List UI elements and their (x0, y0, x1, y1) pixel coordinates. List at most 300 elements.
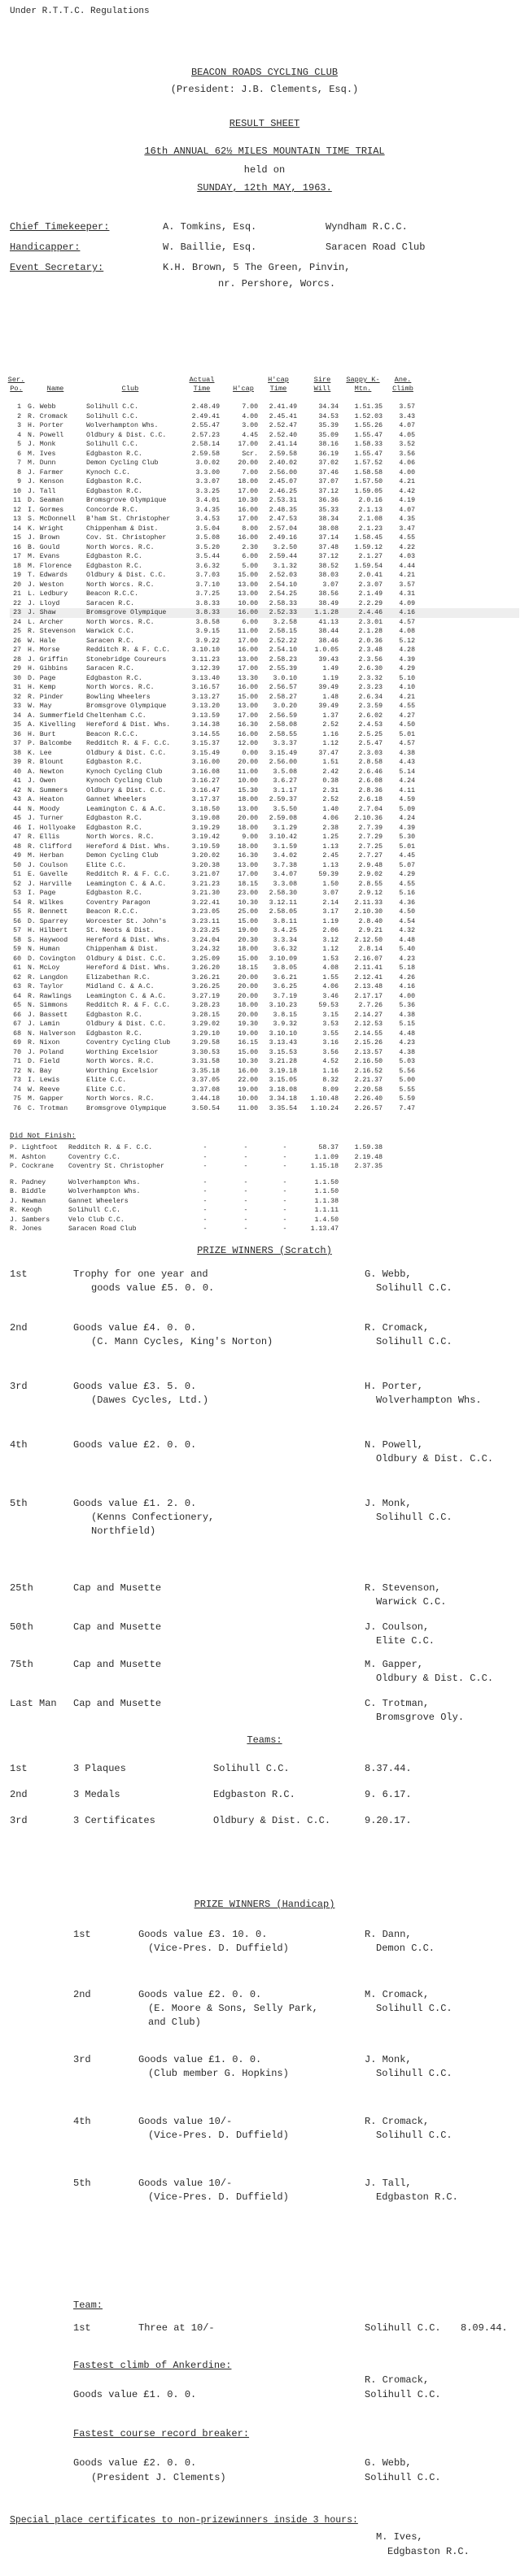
sire-will-time: 38.46 (318, 637, 339, 645)
actual-time: 3.8.33 (195, 599, 220, 607)
rider-name: J. Turner (28, 815, 64, 822)
ane-climb-time: 4.59 (399, 796, 415, 803)
actual-time: 3.16.47 (191, 786, 220, 794)
sappy-k-mtn-time: 2.10.36 (354, 815, 383, 822)
rider-club: Saracen R.C. (86, 665, 134, 672)
rider-name: R. Blount (28, 759, 64, 766)
handicap: 16.00 (238, 609, 258, 616)
actual-time: 3.21.23 (191, 880, 220, 888)
dnf-row (10, 1197, 519, 1207)
scratch-winner-name: N. Powell, (365, 1439, 424, 1451)
handicap-time: 2.54.10 (269, 646, 297, 654)
scratch-winner-club: Wolverhampton Whs. (376, 1395, 482, 1406)
sire-will-time: 39.49 (318, 703, 339, 710)
actual-time: 3.19.42 (191, 833, 220, 841)
special-winner-name: M. Ives, (376, 2531, 423, 2543)
actual-time: 2.59.58 (191, 450, 220, 458)
handicap-prize-description: Goods value £2. 0. 0. (138, 1989, 262, 2000)
handicap-time: 2.41.14 (269, 441, 297, 448)
sappy-k-mtn-time: 1.51.35 (354, 403, 383, 411)
actual-time: 3.8.33 (195, 609, 220, 616)
rider-name: I. Page (28, 890, 56, 897)
dnf-hcap: - (243, 1153, 248, 1161)
ane-climb-time: 4.54 (399, 917, 415, 925)
handicap: 13.00 (238, 655, 258, 664)
result-row (10, 973, 519, 983)
ane-climb-time: 4.00 (399, 468, 415, 476)
scratch-prize-place: 4th (10, 1439, 28, 1451)
ane-climb-time: 3.57 (399, 403, 415, 411)
handicap: 10.00 (238, 1095, 258, 1103)
handicap-time: 2.52.40 (269, 431, 297, 439)
result-position: 60 (13, 955, 21, 963)
result-row (10, 702, 519, 711)
result-row (10, 590, 519, 599)
sappy-k-mtn-time: 2.17.17 (354, 992, 383, 1000)
rider-name: K. Wright (28, 524, 64, 533)
scratch-winner-club: Warwick C.C. (376, 1596, 447, 1608)
actual-time: 3.11.23 (191, 655, 220, 664)
result-position: 76 (13, 1104, 21, 1112)
result-row (10, 646, 519, 655)
result-position: 69 (13, 1039, 21, 1046)
handicap: 20.00 (238, 992, 258, 1000)
ane-climb-time: 4.55 (399, 880, 415, 888)
ane-climb-time: 5.01 (399, 842, 415, 851)
rider-club: St. Neots & Dist. (86, 927, 155, 934)
sire-will-time: 2.06 (322, 927, 339, 934)
ane-climb-time: 4.05 (399, 431, 415, 439)
scratch-prize-description: (Dawes Cycles, Ltd.) (91, 1395, 209, 1406)
dnf-hcap-time: - (282, 1144, 287, 1151)
actual-time: 3.16.00 (191, 759, 220, 766)
rider-name: J. Shaw (28, 609, 56, 616)
rider-club: Worthing Excelsior (86, 1048, 159, 1056)
actual-time: 3.16.08 (191, 768, 220, 776)
rider-name: I. Hollyoake (28, 824, 76, 832)
handicap-time: 2.52.22 (269, 637, 297, 645)
result-row (10, 1001, 519, 1011)
rider-club: Solihull C.C. (86, 403, 138, 411)
actual-time: 3.29.02 (191, 1020, 220, 1028)
handicap-time: 3.8.11 (273, 917, 297, 925)
result-row (10, 608, 519, 618)
sappy-k-mtn-time: 2.7.25 (358, 842, 383, 851)
rider-club: Saracen R.C. (86, 637, 134, 645)
rider-club: Hereford & Dist. Whs. (86, 964, 171, 972)
scratch-prize-place: 5th (10, 1498, 28, 1509)
rider-name: A. Heaton (28, 796, 64, 803)
handicap-time: 2.53.31 (269, 497, 297, 504)
sire-will-time: 1.49 (322, 665, 339, 672)
result-position: 2 (17, 412, 21, 420)
dnf-hcap-time: - (282, 1178, 287, 1186)
sappy-k-mtn-time: 2.26.40 (354, 1095, 383, 1103)
handicap-time: 3.8.15 (273, 1011, 297, 1019)
handicap-time: 3.4.02 (273, 852, 297, 859)
sappy-k-mtn-time: 2.6.02 (358, 711, 383, 720)
result-position: 24 (13, 618, 21, 626)
rider-name: L. Ledbury (28, 590, 68, 598)
official-value: A. Tomkins, Esq. (163, 221, 257, 233)
actual-time: 3.21.30 (191, 890, 220, 897)
sire-will-time: 37.47 (318, 749, 339, 757)
rider-club: Coventry Paragon (86, 899, 151, 907)
handicap: 16.00 (238, 1067, 258, 1075)
rider-club: Edgbaston R.C. (86, 553, 142, 560)
actual-time: 3.15.37 (191, 740, 220, 747)
handicap-time: 3.18.08 (269, 1086, 297, 1094)
dnf-name: J. Newman (10, 1197, 46, 1205)
dnf-hcap: - (243, 1178, 248, 1186)
result-position: 33 (13, 703, 21, 710)
sappy-k-mtn-time: 2.1.49 (358, 590, 383, 598)
result-row (10, 440, 519, 450)
sire-will-time: 4.08 (322, 964, 339, 972)
sire-will-time: 1.55 (322, 973, 339, 981)
sire-will-time: 1.19 (322, 917, 339, 925)
handicap-time: 3.5.50 (273, 805, 297, 813)
actual-time: 3.26.25 (191, 983, 220, 990)
sappy-k-mtn-time: 2.9.02 (358, 871, 383, 878)
result-sheet-heading: RESULT SHEET (229, 118, 300, 129)
sappy-k-mtn-time: 2.13.57 (354, 1048, 383, 1056)
rider-club: Edgbaston R.C. (86, 478, 142, 485)
result-position: 43 (13, 796, 21, 803)
rider-club: Hereford & Dist. Whs. (86, 842, 171, 851)
result-position: 37 (13, 740, 21, 747)
actual-time: 3.12.39 (191, 665, 220, 672)
dnf-actual: - (203, 1144, 208, 1151)
ane-climb-time: 4.10 (399, 684, 415, 691)
club-name: BEACON ROADS CYCLING CLUB (190, 67, 339, 78)
rider-name: R. Bennett (28, 908, 68, 916)
result-row (10, 1029, 519, 1039)
sappy-k-mtn-time: 1.55.26 (354, 422, 383, 429)
team-time: 8.37.44. (365, 1763, 412, 1774)
handicap-time: 3.9.32 (273, 1020, 297, 1028)
official-club: Wyndham R.C.C. (326, 221, 408, 233)
dnf-row (10, 1206, 519, 1216)
handicap-time: 3.6.27 (273, 777, 297, 785)
ane-climb-time: 4.19 (399, 497, 415, 504)
rider-club: Beacon R.C.C. (86, 908, 138, 916)
scratch-prize-place: 75th (10, 1659, 33, 1670)
scratch-prize-place: 25th (10, 1582, 33, 1594)
hcp-team-heading: Team: (73, 2300, 103, 2311)
result-position: 64 (13, 992, 21, 1000)
ane-climb-time: 4.39 (399, 824, 415, 832)
result-row (10, 936, 519, 946)
handicap: 13.30 (238, 674, 258, 682)
result-position: 30 (13, 674, 21, 682)
rider-name: J. Coulson (28, 861, 68, 869)
rider-club: Redditch R. & F. C.C. (86, 871, 171, 878)
handicap-prize-description: Goods value £1. 0. 0. (138, 2054, 262, 2065)
sappy-k-mtn-time: 2.16.07 (354, 955, 383, 963)
rider-club: Leamington C. & A.C. (86, 805, 167, 813)
scratch-winner-club: Elite C.C. (376, 1635, 435, 1647)
handicap-time: 2.48.35 (269, 506, 297, 514)
sire-will-time: 1.12 (322, 946, 339, 953)
sappy-k-mtn-time: 2.6.18 (358, 796, 383, 803)
handicap-time: 3.1.59 (273, 842, 297, 851)
handicap-time: 2.55.39 (269, 665, 297, 672)
handicap: 10.30 (238, 899, 258, 907)
result-position: 21 (13, 590, 21, 598)
sire-will-time: 2.45 (322, 852, 339, 859)
handicap: 13.00 (238, 861, 258, 869)
dnf-hcap: - (243, 1163, 248, 1170)
scratch-prize-description: (C. Mann Cycles, King's Norton) (91, 1336, 273, 1347)
sire-will-time: 4.06 (322, 983, 339, 990)
handicap: 15.00 (238, 1048, 258, 1056)
dnf-sire-will: 1.4.50 (314, 1216, 339, 1224)
handicap: 11.00 (238, 768, 258, 776)
ane-climb-time: 5.55 (399, 1086, 415, 1094)
handicap: 11.00 (238, 628, 258, 635)
dnf-hcap: - (243, 1197, 248, 1205)
handicap-time: 3.3.34 (273, 936, 297, 944)
rider-club: B'ham St. Christopher (86, 516, 171, 523)
rider-club: Oldbury & Dist. C.C. (86, 786, 167, 794)
ane-climb-time: 5.01 (399, 730, 415, 738)
handicap-time: 2.59.08 (269, 815, 297, 822)
handicap-time: 3.2.58 (273, 618, 297, 626)
handicap-time: 3.10.23 (269, 1002, 297, 1009)
sire-will-time: 38.52 (318, 562, 339, 570)
handicap-time: 3.10.10 (269, 1029, 297, 1038)
header-sire-will: Sire Will (313, 376, 331, 393)
handicap: 7.00 (242, 403, 258, 411)
rider-club: Cheltenham C.C. (86, 711, 146, 720)
handicap-prize-place: 2nd (73, 1989, 91, 2000)
ane-climb-time: 3.47 (399, 524, 415, 533)
result-position: 71 (13, 1058, 21, 1065)
handicap-time: 2.56.00 (269, 759, 297, 766)
ane-climb-time: 3.57 (399, 581, 415, 589)
ane-climb-time: 5.59 (399, 1095, 415, 1103)
sire-will-time: 1.16 (322, 1067, 339, 1075)
handicap: 20.00 (238, 973, 258, 981)
ane-climb-time: 4.16 (399, 609, 415, 616)
handicap-time: 2.45.07 (269, 478, 297, 485)
result-position: 25 (13, 628, 21, 635)
rider-name: J. Bassett (28, 1011, 68, 1019)
result-row (10, 581, 519, 590)
handicap: 6.00 (242, 553, 258, 560)
dnf-actual: - (203, 1163, 208, 1170)
rider-name: N. Human (28, 946, 60, 953)
sire-will-time: 3.17 (322, 908, 339, 916)
sire-will-time: 2.14 (322, 899, 339, 907)
handicap: 11.00 (238, 1104, 258, 1112)
dnf-row (10, 1153, 519, 1163)
ane-climb-time: 5.10 (399, 674, 415, 682)
handicap-time: 2.41.49 (269, 403, 297, 411)
result-position: 17 (13, 553, 21, 560)
rider-club: Edgbaston R.C. (86, 1029, 142, 1038)
sappy-k-mtn-time: 2.8.40 (358, 917, 383, 925)
result-position: 19 (13, 572, 21, 579)
result-position: 6 (17, 450, 21, 458)
dnf-club: Coventry C.C. (68, 1153, 120, 1161)
dnf-sappy: 2.37.35 (354, 1163, 383, 1170)
rider-club: Wolverhampton Whs. (86, 422, 159, 429)
sappy-k-mtn-time: 2.14.27 (354, 1011, 383, 1019)
handicap-time: 2.52.33 (269, 609, 297, 616)
result-position: 52 (13, 880, 21, 888)
ane-climb-time: 4.26 (399, 973, 415, 981)
result-position: 5 (17, 441, 21, 448)
header-club: Club (121, 385, 139, 393)
rider-name: W. Hale (28, 637, 56, 645)
sappy-k-mtn-time: 1.55.47 (354, 431, 383, 439)
handicap: 16.30 (238, 721, 258, 729)
handicap: 10.30 (238, 497, 258, 504)
sappy-k-mtn-time: 2.5.47 (358, 740, 383, 747)
dnf-club: Gannet Wheelers (68, 1197, 129, 1205)
scratch-winner-name: R. Cromack, (365, 1322, 430, 1334)
result-position: 29 (13, 665, 21, 672)
scratch-prize-description: Northfield) (91, 1525, 156, 1537)
result-row (10, 506, 519, 516)
sire-will-time: 59.53 (318, 1002, 339, 1009)
actual-time: 3.13.59 (191, 711, 220, 720)
handicap-time: 3.1.17 (273, 786, 297, 794)
scratch-winner-name: J. Monk, (365, 1498, 412, 1509)
team-time: 9.20.17. (365, 1815, 412, 1826)
sappy-k-mtn-time: 1.58.45 (354, 534, 383, 542)
result-row (10, 627, 519, 637)
handicap-winner-club: Demon C.C. (376, 1943, 435, 1954)
sire-will-time: 1.25 (322, 833, 339, 841)
sire-will-time: 36.36 (318, 497, 339, 504)
ane-climb-time: 4.07 (399, 506, 415, 514)
result-row (10, 964, 519, 973)
rider-name: D. Seaman (28, 497, 64, 504)
rider-club: Bromsgrove Olympique (86, 497, 167, 504)
handicap: 19.00 (238, 1086, 258, 1094)
result-position: 47 (13, 833, 21, 841)
sire-will-time: 59.39 (318, 871, 339, 878)
result-position: 32 (13, 693, 21, 701)
rider-name: N. Moody (28, 805, 60, 813)
rider-club: Kynoch Cycling Club (86, 768, 163, 776)
handicap: 4.00 (242, 412, 258, 420)
dnf-name: P. Cockrane (10, 1163, 55, 1170)
sappy-k-mtn-time: 2.6.30 (358, 665, 383, 672)
rider-name: R. Rawlings (28, 992, 72, 1000)
dnf-hcap-time: - (282, 1207, 287, 1214)
rider-name: R. Taylor (28, 983, 64, 990)
ane-climb-time: 4.06 (399, 459, 415, 467)
actual-time: 3.25.09 (191, 955, 220, 963)
result-row (10, 982, 519, 992)
rider-club: North Worcs. R.C. (86, 618, 155, 626)
fastest-climb-winner-name: R. Cromack, (365, 2374, 430, 2386)
president-line: (President: J.B. Clements, Esq.) (170, 84, 359, 95)
handicap: 2.30 (242, 543, 258, 551)
rider-name: G. Webb (28, 403, 56, 411)
regulations-note: Under R.T.T.C. Regulations (10, 7, 150, 16)
result-position: 38 (13, 749, 21, 757)
prize-scratch-heading: PRIZE WINNERS (Scratch) (197, 1245, 332, 1256)
sappy-k-mtn-time: 2.8.36 (358, 786, 383, 794)
handicap: 18.00 (238, 824, 258, 832)
scratch-winner-club: Bromsgrove Oly. (376, 1712, 465, 1723)
handicap-prize-place: 4th (73, 2116, 91, 2127)
result-position: 4 (17, 431, 21, 439)
ane-climb-time: 5.16 (399, 890, 415, 897)
handicap-winner-name: J. Tall, (365, 2178, 412, 2189)
handicap-time: 2.45.41 (269, 412, 297, 420)
actual-time: 3.8.58 (195, 618, 220, 626)
rider-club: Kynoch C.C. (86, 468, 131, 476)
result-row (10, 571, 519, 581)
sappy-k-mtn-time: 2.0.41 (358, 572, 383, 579)
sire-will-time: 39.43 (318, 655, 339, 664)
dnf-club: Saracen Road Club (68, 1225, 137, 1233)
dnf-table (10, 1143, 519, 1234)
ane-climb-time: 4.38 (399, 749, 415, 757)
ane-climb-time: 4.23 (399, 1039, 415, 1046)
handicap: 15.30 (238, 786, 258, 794)
header-pos: Ser. Po. (7, 376, 25, 393)
sire-will-time: 37.12 (318, 487, 339, 495)
sire-will-time: 1.53 (322, 955, 339, 963)
rider-name: J. Owen (28, 777, 56, 785)
sappy-k-mtn-time: 2.9.12 (358, 890, 383, 897)
result-position: 48 (13, 842, 21, 851)
rider-club: Warwick C.C. (86, 628, 134, 635)
sire-will-time: 36.19 (318, 450, 339, 458)
actual-time: 3.26.20 (191, 964, 220, 972)
handicap: 16.00 (238, 684, 258, 691)
dnf-sappy: 1.59.38 (354, 1144, 383, 1151)
actual-time: 3.0.02 (195, 459, 220, 467)
ane-climb-time: 5.00 (399, 1077, 415, 1084)
rider-name: N. McLoy (28, 964, 60, 972)
actual-time: 3.6.32 (195, 562, 220, 570)
result-position: 44 (13, 805, 21, 813)
rider-club: Bromsgrove Olympique (86, 1104, 167, 1112)
result-row (10, 711, 519, 721)
special-winner-club: Edgbaston R.C. (387, 2546, 470, 2557)
rider-club: Redditch R. & F. C.C. (86, 740, 171, 747)
ane-climb-time: 4.08 (399, 628, 415, 635)
handicap: 6.00 (242, 618, 258, 626)
sappy-k-mtn-time: 2.1.23 (358, 524, 383, 533)
scratch-prize-description: Cap and Musette (73, 1582, 162, 1594)
ane-climb-time: 4.36 (399, 899, 415, 907)
ane-climb-time: 4.21 (399, 693, 415, 701)
sire-will-time: 1.1.28 (314, 609, 339, 616)
official-label: Chief Timekeeper: (10, 221, 110, 233)
course-record-sponsor: (President J. Clements) (91, 2472, 226, 2483)
result-position: 27 (13, 646, 21, 654)
header-sappy: Sappy K-Mtn. (346, 376, 380, 393)
result-row (10, 720, 519, 730)
ane-climb-time: 5.30 (399, 833, 415, 841)
handicap: 16.15 (238, 1039, 258, 1046)
result-position: 55 (13, 908, 21, 916)
handicap: 18.00 (238, 796, 258, 803)
sire-will-time: 3.53 (322, 1020, 339, 1028)
actual-time: 3.4.01 (195, 497, 220, 504)
sire-will-time: 38.44 (318, 628, 339, 635)
result-row (10, 768, 519, 777)
